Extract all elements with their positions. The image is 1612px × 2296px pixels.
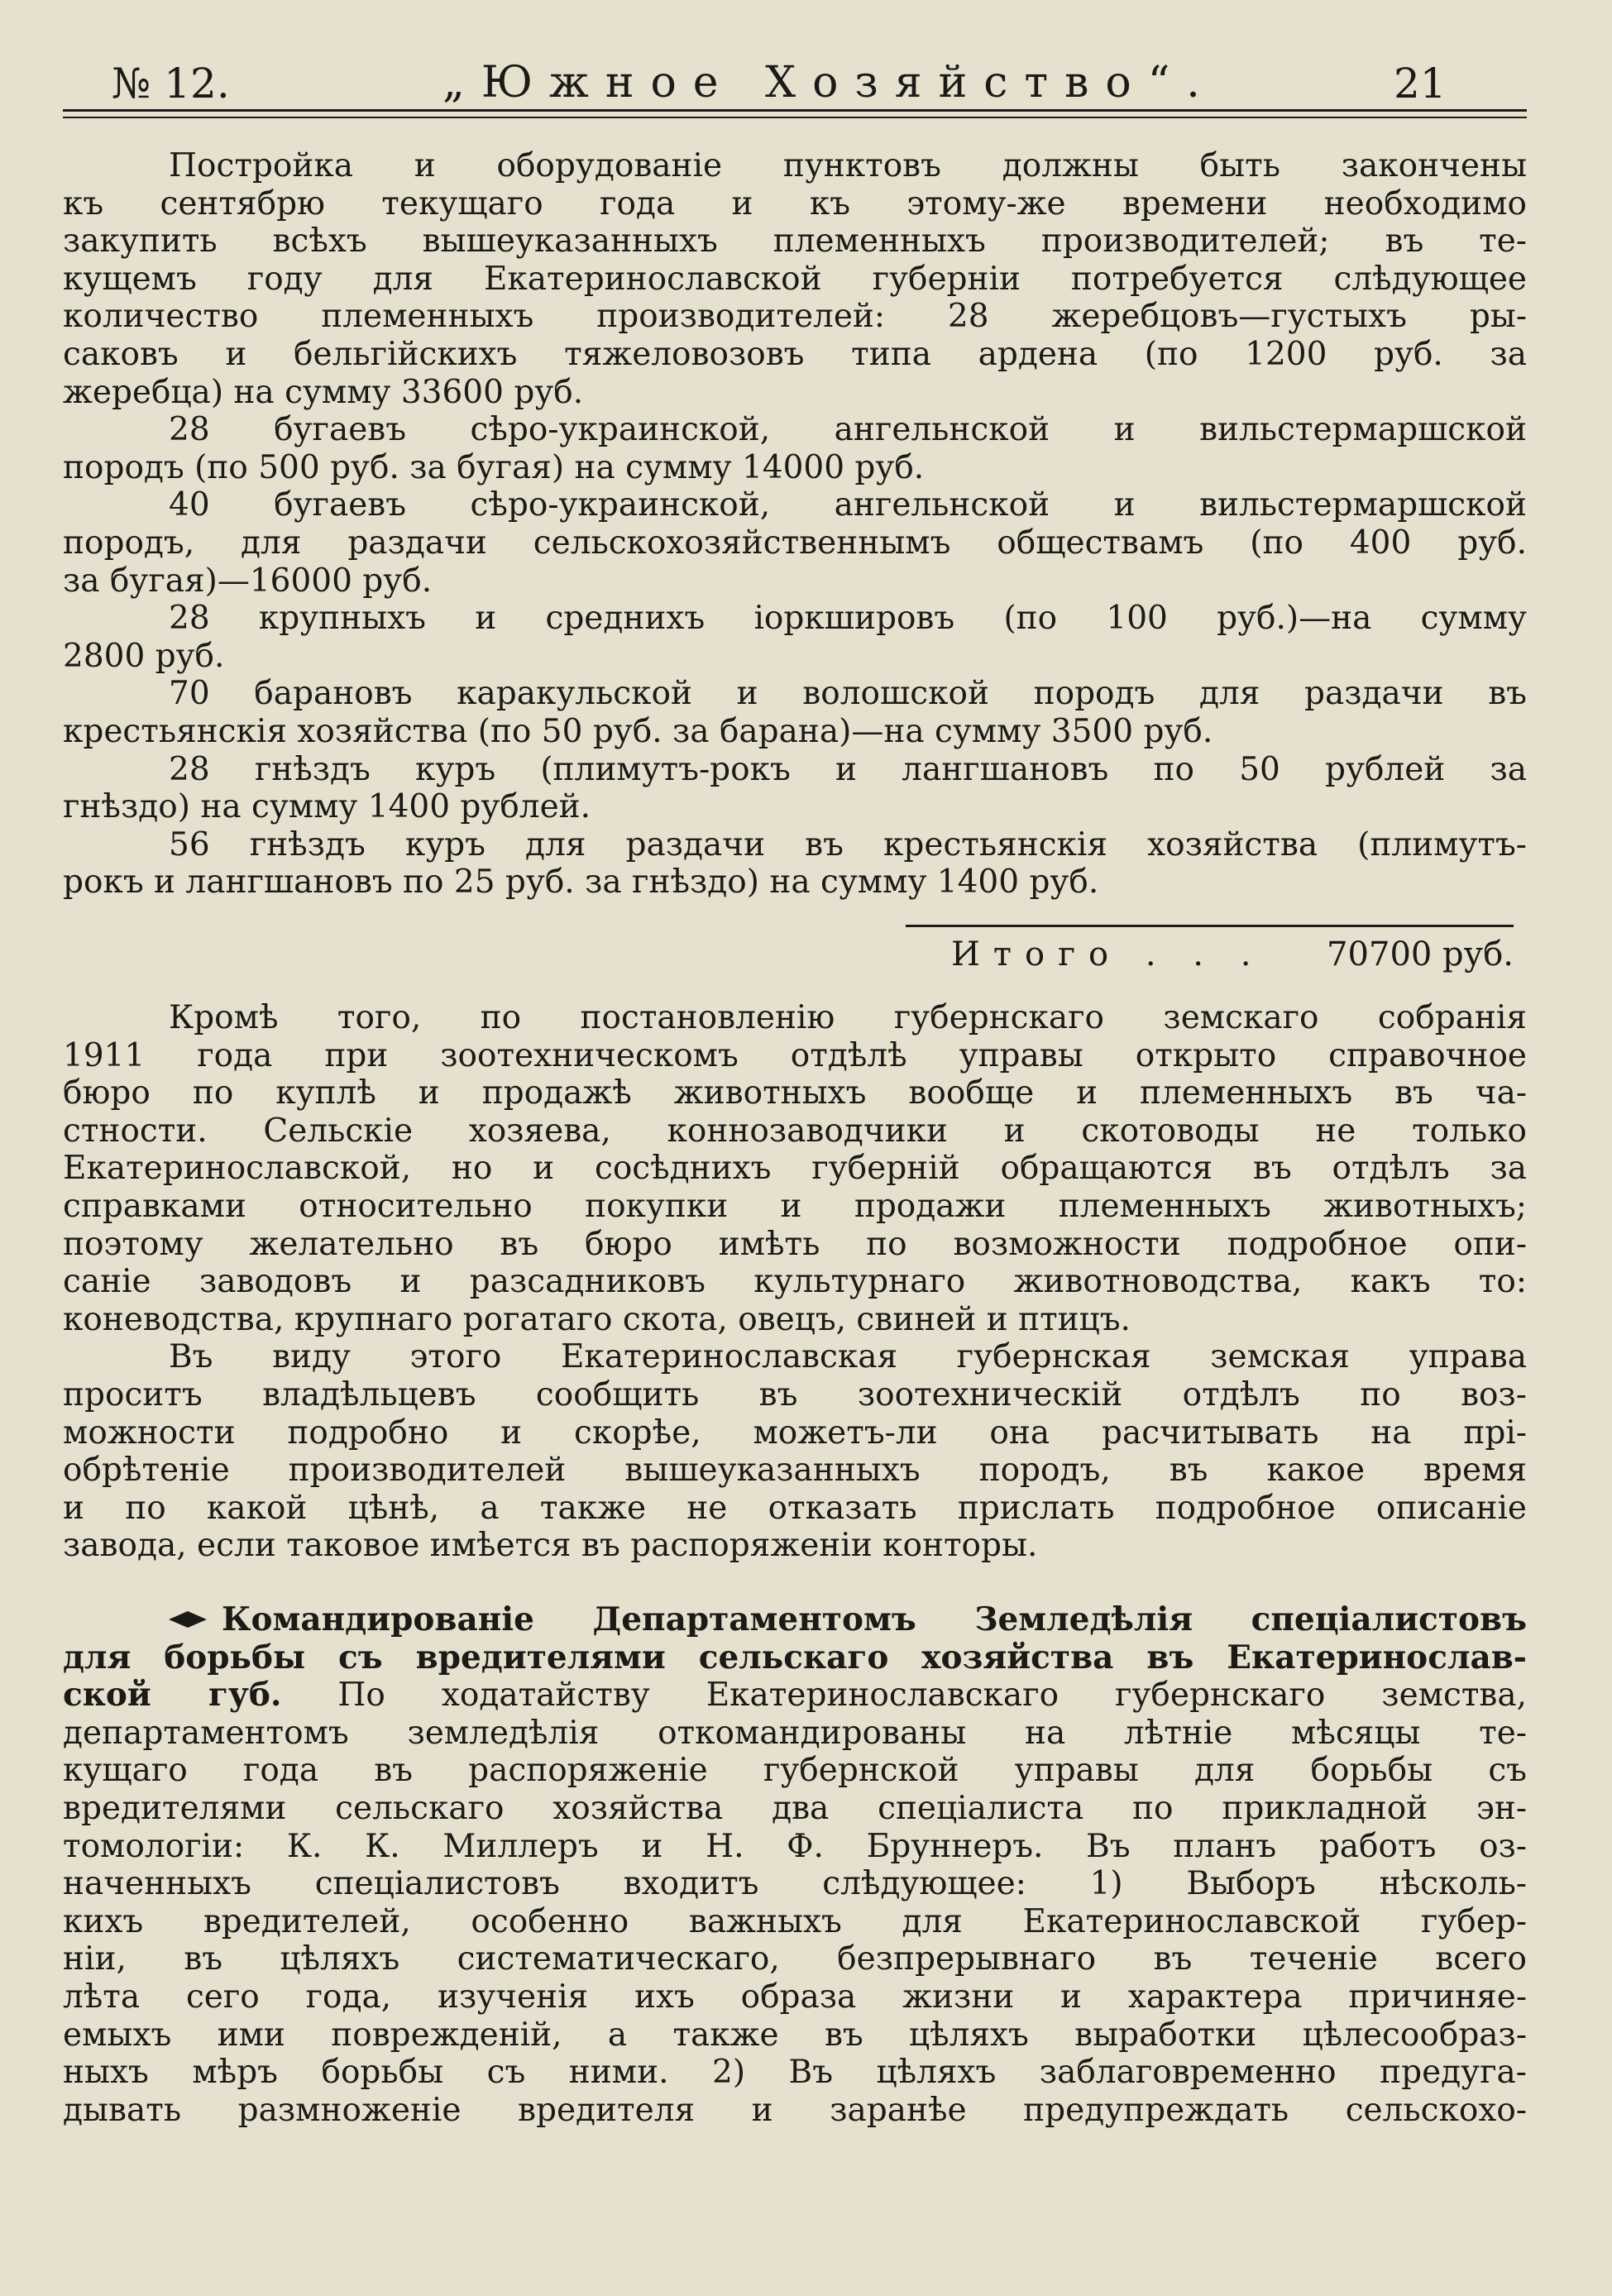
- text-line: [63, 1677, 1527, 1715]
- text-line: справками относительно покупки и продажи племенныхъ животныхъ;: [63, 1187, 1527, 1225]
- text-line: 40 бугаевъ сѣро-украинской, ангельнской и вильстермаршской: [169, 486, 1527, 524]
- text-line: кущаго года въ распоряженіе губернской управы для борьбы съ: [63, 1752, 1527, 1790]
- diamond-ornament-icon: [169, 1610, 207, 1629]
- text-line: ныхъ мѣръ борьбы съ ними. 2) Въ цѣляхъ заблаговременно предуга-: [63, 2054, 1527, 2092]
- text-line: и по какой цѣнѣ, а также не отказать прислать подробное описаніе: [63, 1489, 1527, 1527]
- page-number: 21: [1394, 60, 1447, 108]
- text-line: коневодства, крупнаго рогатаго скота, овецъ, свиней и птицъ.: [63, 1300, 1131, 1338]
- text-line: бюро по куплѣ и продажѣ животныхъ вообще и племенныхъ въ ча-: [63, 1074, 1527, 1112]
- issue-number: № 12.: [112, 60, 230, 108]
- text-line: [63, 1601, 1527, 1639]
- heading-text: ской губ.: [63, 1676, 282, 1715]
- text-line: жеребца) на сумму 33600 руб.: [63, 373, 584, 411]
- header-rule: [63, 117, 1527, 118]
- text-line: [63, 1639, 1527, 1677]
- text-line: породъ, для раздачи сельскохозяйственнымъ обществамъ (по 400 руб.: [63, 524, 1527, 562]
- page-header: [66, 55, 1472, 112]
- text-line: къ сентябрю текущаго года и къ этому-же времени необходимо: [63, 184, 1527, 222]
- text-line: 28 бугаевъ сѣро-украинской, ангельнской и вильстермаршской: [169, 411, 1527, 449]
- text-line: саковъ и бельгійскихъ тяжеловозовъ типа ардена (по 1200 руб. за: [63, 335, 1527, 373]
- journal-title: „Южное Хозяйство“.: [442, 58, 1217, 108]
- text-line: гнѣздо) на сумму 1400 рублей.: [63, 788, 591, 826]
- body-text: По ходатайству Екатеринославскаго губернскаго земства,: [337, 1677, 1528, 1715]
- text-line: поэтому желательно въ бюро имѣть по возможности подробное опи-: [63, 1225, 1527, 1263]
- text-line: обрѣтеніе производителей вышеуказанныхъ породъ, въ какое время: [63, 1452, 1527, 1490]
- text-line: ніи, въ цѣляхъ систематическаго, безпрерывнаго въ теченіе всего: [63, 1940, 1527, 1978]
- text-line: дывать размноженіе вредителя и заранѣе предупреждать сельскохо-: [63, 2091, 1527, 2129]
- heading-text: Командированіе Департаментомъ Земледѣлія спеціалистовъ: [222, 1600, 1527, 1638]
- text-line: завода, если таковое имѣется въ распоряженіи конторы.: [63, 1527, 1038, 1565]
- header-rule: [63, 109, 1527, 112]
- text-line: можности подробно и скорѣе, можетъ-ли она расчитывать на прі-: [63, 1413, 1527, 1452]
- section-reference-bureau: [63, 999, 1527, 1565]
- text-line: за бугая)—16000 руб.: [63, 562, 433, 600]
- text-line: 70 барановъ каракульской и волошской породъ для раздачи въ: [169, 675, 1527, 713]
- total-line: [951, 935, 1514, 974]
- text-line: проситъ владѣльцевъ сообщить въ зоотехническій отдѣлъ по воз-: [63, 1375, 1527, 1413]
- total-value: 70700 руб.: [1327, 935, 1514, 973]
- text-line: департаментомъ земледѣлія откомандированы на лѣтніе мѣсяцы те-: [63, 1714, 1527, 1752]
- heading-text: для борьбы съ вредителями сельскаго хозяйства въ Екатеринослав-: [63, 1638, 1527, 1677]
- text-line: 2800 руб.: [63, 637, 225, 675]
- text-line: кущемъ году для Екатеринославской губерніи потребуется слѣдующее: [63, 260, 1527, 298]
- text-line: вредителями сельскаго хозяйства два спеціалиста по прикладной эн-: [63, 1789, 1527, 1827]
- text-line: томологіи: К. К. Миллеръ и Н. Ф. Бруннеръ. Въ планъ работъ оз-: [63, 1827, 1527, 1865]
- text-line: емыхъ ими поврежденій, а также въ цѣляхъ выработки цѣлесообраз-: [63, 2016, 1527, 2054]
- text-line: стности. Сельскіе хозяева, коннозаводчики и скотоводы не только: [63, 1112, 1527, 1150]
- text-line: саніе заводовъ и разсадниковъ культурнаго животноводства, какъ то:: [63, 1263, 1527, 1301]
- text-line: 28 гнѣздъ куръ (плимутъ-рокъ и лангшановъ по 50 рублей за: [169, 750, 1527, 788]
- total-label: Итого . . .: [951, 935, 1265, 973]
- text-line: кихъ вредителей, особенно важныхъ для Екатеринославской губер-: [63, 1902, 1527, 1940]
- text-line: породъ (по 500 руб. за бугая) на сумму 14000 руб.: [63, 448, 925, 486]
- text-line: 28 крупныхъ и среднихъ іоркшировъ (по 100 руб.)—на сумму: [169, 600, 1527, 638]
- section-livestock-list: [63, 147, 1527, 902]
- text-line: количество племенныхъ производителей: 28 жеребцовъ—густыхъ ры-: [63, 298, 1527, 336]
- text-line: 56 гнѣздъ куръ для раздачи въ крестьянскія хозяйства (плимутъ-: [169, 825, 1527, 863]
- text-line: крестьянскія хозяйства (по 50 руб. за барана)—на сумму 3500 руб.: [63, 712, 1213, 750]
- section-pest-specialists: [63, 1601, 1527, 2129]
- text-line: наченныхъ спеціалистовъ входитъ слѣдующее: 1) Выборъ нѣсколь-: [63, 1865, 1527, 1903]
- text-line: Въ виду этого Екатеринославская губернская земская управа: [169, 1338, 1527, 1376]
- text-line: рокъ и лангшановъ по 25 руб. за гнѣздо) на сумму 1400 руб.: [63, 863, 1099, 902]
- text-line: закупить всѣхъ вышеуказанныхъ племенныхъ производителей; въ те-: [63, 222, 1527, 261]
- text-line: Екатеринославской, но и сосѣднихъ губерній обращаются въ отдѣлъ за: [63, 1150, 1527, 1188]
- text-line: Постройка и оборудованіе пунктовъ должны быть закончены: [169, 147, 1527, 184]
- text-line: Кромѣ того, по постановленію губернскаго земскаго собранія: [169, 999, 1527, 1036]
- total-rule: [906, 925, 1514, 927]
- text-line: 1911 года при зоотехническомъ отдѣлѣ управы открыто справочное: [63, 1036, 1527, 1074]
- text-line: лѣта сего года, изученія ихъ образа жизни и характера причиняе-: [63, 1978, 1527, 2016]
